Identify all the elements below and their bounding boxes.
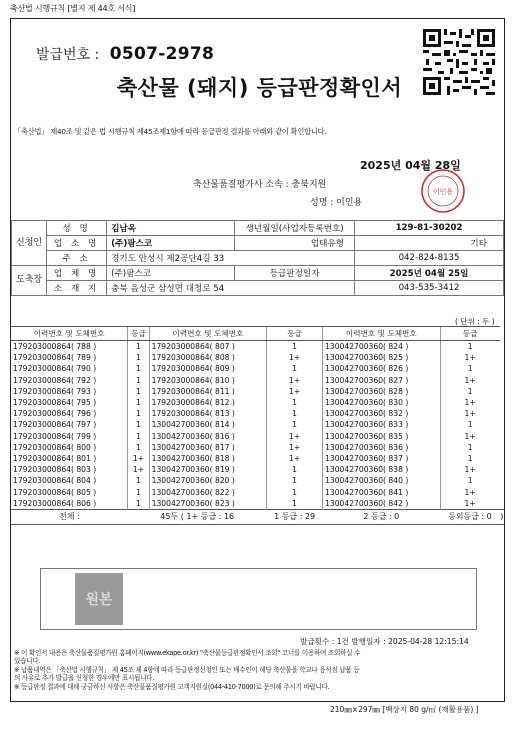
grade-cell: 1 — [267, 363, 323, 374]
official-seal-icon — [420, 168, 466, 214]
slaughterhouse-name-label: 업 체 명 — [47, 266, 107, 281]
issue-info: 발급횟수 : 1건 발행일자 : 2025-04-28 12:15:14 — [300, 637, 469, 646]
table-row — [11, 453, 504, 464]
grade-cell: 1+ — [128, 453, 149, 464]
table-row — [11, 475, 504, 486]
trace-number-cell: 179203000864( 807 ) — [149, 341, 266, 353]
grade-cell: 1 — [128, 419, 149, 430]
grade-cell: 1 — [440, 475, 500, 486]
legal-basis-text: 「축산법」 제40조 및 같은 법 시행규칙 제45조제1항에 따라 등급판정 결과를 아래와 같이 확인합니다. — [14, 127, 327, 136]
grade-cell: 1 — [128, 408, 149, 419]
table-row — [11, 363, 504, 374]
slaughterhouse-section-label: 도축장 — [12, 266, 47, 296]
original-stamp-icon — [75, 573, 123, 625]
column-header: 이력번호 및 도체번호 — [149, 327, 266, 341]
trace-number-cell: 130042700360( 819 ) — [149, 464, 266, 475]
applicant-info-table — [11, 220, 504, 296]
document-title: 축산물 (돼지) 등급판정확인서 — [116, 76, 403, 100]
trace-number-cell: 179203000864( 806 ) — [13, 498, 97, 508]
trace-number-cell: 179203000864( 809 ) — [149, 363, 266, 374]
trace-number-cell: 130042700360( 842 ) — [323, 498, 440, 510]
grade-cell: 1+ — [267, 386, 323, 397]
out-grade-count: 등외등급 : 0 — [440, 509, 500, 524]
grade-cell: 1+ — [440, 397, 500, 408]
grade-cell: 1 — [267, 464, 323, 475]
table-row — [11, 408, 504, 419]
slaughterhouse-address-label: 소 재 지 — [47, 281, 107, 296]
grade-cell: 1 — [128, 352, 149, 363]
trace-number-cell: 179203000864( 811 ) — [149, 386, 266, 397]
trace-number-cell: 130042700360( 814 ) — [149, 419, 266, 430]
grade-cell: 1 — [128, 375, 149, 386]
trace-number-cell: 130042700360( 840 ) — [323, 475, 440, 486]
trace-number-cell: 130042700360( 825 ) — [323, 352, 440, 363]
grade-cell: 1 — [440, 363, 500, 374]
trace-number-cell: 179203000864( 795 ) — [13, 398, 97, 408]
trace-number-cell: 179203000864( 800 ) — [13, 442, 97, 452]
paper-size-note: 210㎜×297㎜ [백상지 80 g/㎡ (재활용품) ] — [330, 705, 479, 714]
trace-number-cell: 130042700360( 816 ) — [149, 431, 266, 442]
grade-cell: 1+ — [267, 352, 323, 363]
column-header: 이력번호 및 도체번호 — [11, 327, 128, 341]
grade-cell: 1 — [128, 431, 149, 442]
trace-number-cell: 130042700360( 838 ) — [323, 464, 440, 475]
unit-label: ( 단위 : 두 ) — [455, 317, 495, 326]
trace-number-cell: 130042700360( 833 ) — [323, 419, 440, 430]
inspector-affiliation: 축산물품질평가사 소속 : 충북지원 — [193, 180, 327, 190]
table-row — [11, 442, 504, 453]
trace-number-cell: 179203000864( 799 ) — [13, 431, 97, 441]
grade-cell: 1+ — [440, 352, 500, 363]
table-row — [11, 464, 504, 475]
grading-date-value: 2025년 04월 25일 — [355, 266, 504, 281]
grade-cell: 1+ — [267, 431, 323, 442]
grade-cell: 1+ — [128, 464, 149, 475]
birth-label: 생년월일(사업자등록번호) — [235, 221, 355, 236]
grade-cell: 1 — [128, 498, 149, 510]
table-row — [11, 386, 504, 397]
biztype-value: 기타 — [355, 236, 504, 251]
trace-number-cell: 130042700360( 824 ) — [323, 341, 440, 353]
table-body — [11, 341, 504, 510]
birth-value: 129-81-30202 — [355, 221, 504, 236]
grade-cell: 1 — [267, 498, 323, 510]
grade-cell: 1+ — [267, 453, 323, 464]
grade-cell: 1+ — [440, 431, 500, 442]
table-row — [11, 498, 504, 510]
issue-number-block — [36, 44, 214, 64]
trace-number-cell: 179203000864( 804 ) — [13, 476, 97, 486]
table-row — [11, 419, 504, 430]
company-label: 업 소 명 — [47, 236, 107, 251]
trace-number-cell: 130042700360( 830 ) — [323, 397, 440, 408]
grade-cell: 1+ — [440, 408, 500, 419]
address-label: 주 소 — [47, 251, 107, 266]
slaughterhouse-phone: 043-535-3412 — [355, 281, 504, 296]
grade-cell: 1 — [128, 341, 149, 353]
trace-number-cell: 179203000864( 792 ) — [13, 375, 97, 385]
grade-cell: 1 — [267, 397, 323, 408]
table-row — [11, 341, 504, 353]
trace-number-cell: 130042700360( 817 ) — [149, 442, 266, 453]
address-value: 경기도 안성시 제2공단4길 33 — [107, 251, 355, 266]
column-header: 등급 — [440, 327, 500, 341]
grade-cell: 1 — [128, 442, 149, 453]
table-header-row — [11, 327, 504, 341]
grade-cell: 1+ — [267, 375, 323, 386]
grade-cell: 1 — [128, 397, 149, 408]
applicant-phone: 042-824-8135 — [355, 251, 504, 266]
trace-number-cell: 130042700360( 837 ) — [323, 453, 440, 464]
grade-cell: 1+ — [267, 442, 323, 453]
grade-cell: 1 — [267, 408, 323, 419]
table-row — [11, 431, 504, 442]
trace-number-cell: 179203000864( 796 ) — [13, 409, 97, 419]
grade2-count: 2 등급 : 0 — [323, 509, 440, 524]
table-row — [11, 397, 504, 408]
trace-number-cell: 179203000864( 808 ) — [149, 352, 266, 363]
note-line: ※ 납품내역은 「축산법 시행규칙」 제 45조 제 4항에 따라 등급판정신청인 또는 매수인이 해당 축산물을 학교나 음식점 납품 등 — [14, 666, 360, 674]
trace-number-cell: 179203000864( 797 ) — [13, 420, 97, 430]
grade-cell: 1 — [128, 386, 149, 397]
trace-number-cell: 179203000864( 810 ) — [149, 375, 266, 386]
grade-cell: 1+ — [440, 464, 500, 475]
trace-number-cell: 130042700360( 835 ) — [323, 431, 440, 442]
trace-number-cell: 179203000864( 813 ) — [149, 408, 266, 419]
trace-number-cell: 130042700360( 818 ) — [149, 453, 266, 464]
name-value: 김남옥 — [107, 221, 235, 236]
grade-cell: 1 — [440, 442, 500, 453]
column-header: 등급 — [128, 327, 149, 341]
trace-number-cell: 130042700360( 836 ) — [323, 442, 440, 453]
note-line: 의 사유로 추가 발급을 신청한 경우에만 표시됩니다. — [14, 674, 155, 682]
trace-number-cell: 179203000864( 805 ) — [13, 487, 97, 497]
grade-cell: 1 — [267, 341, 323, 353]
grade-cell: 1 — [440, 453, 500, 464]
trace-number-cell: 179203000864( 812 ) — [149, 397, 266, 408]
grade-cell: 1 — [267, 475, 323, 486]
carcass-grade-table — [11, 326, 504, 525]
grade-cell: 1 — [267, 486, 323, 497]
trace-number-cell: 130042700360( 822 ) — [149, 486, 266, 497]
column-header: 이력번호 및 도체번호 — [323, 327, 440, 341]
total-row — [11, 509, 504, 524]
table-row — [11, 352, 504, 363]
grade-cell: 1 — [440, 419, 500, 430]
trace-number-cell: 179203000864( 801 ) — [13, 453, 97, 463]
trace-number-cell: 130042700360( 832 ) — [323, 408, 440, 419]
certificate-date: 2025년 04월 28일 — [360, 159, 461, 172]
grade-cell: 1+ — [440, 486, 500, 497]
note-line: ※ 이 확인서 내용은 축산물품질평가원 홈페이지(www.ekape.or.kr) "축산물등급판정확인서 조회" 코너를 이용하여 조회하실 수 — [14, 649, 361, 657]
inspector-name: 성명 : 이인용 — [310, 198, 363, 208]
trace-number-cell: 130042700360( 820 ) — [149, 475, 266, 486]
trace-number-cell: 179203000864( 793 ) — [13, 386, 97, 396]
grade-cell: 1 — [128, 363, 149, 374]
slaughterhouse-address-value: 충북 음성군 삼성면 대청로 54 — [107, 281, 355, 296]
grade-cell: 1 — [267, 419, 323, 430]
grade-cell: 1 — [128, 475, 149, 486]
stamp-text: 원본 — [85, 592, 113, 608]
trace-number-cell: 179203000864( 789 ) — [13, 353, 97, 363]
trace-number-cell: 179203000864( 803 ) — [13, 465, 97, 475]
column-header: 등급 — [267, 327, 323, 341]
grade-cell: 1 — [440, 386, 500, 397]
note-line: 있습니다. — [14, 657, 41, 665]
grade-cell: 1 — [128, 486, 149, 497]
grade-cell: 1+ — [440, 375, 500, 386]
slaughterhouse-name-value: (주)팜스코 — [107, 266, 235, 281]
trace-number-cell: 130042700360( 827 ) — [323, 375, 440, 386]
applicant-section-label: 신청인 — [12, 221, 47, 266]
note-line: ※ 등급판정 결과에 대해 궁금하신 사항은 축산물품질평가원 고객지원실(044-410-7000)로 문의해 주시기 바랍니다. — [14, 683, 330, 691]
trace-number-cell: 130042700360( 823 ) — [149, 498, 266, 510]
grade-cell: 1 — [440, 341, 500, 353]
trace-number-cell: 130042700360( 826 ) — [323, 363, 440, 374]
issue-number: 0507-2978 — [109, 44, 215, 64]
grading-date-label: 등급판정일자 — [235, 266, 355, 281]
trace-number-cell: 179203000864( 788 ) — [13, 342, 97, 352]
total-close-paren: ) — [500, 509, 504, 524]
biztype-label: 업태유형 — [235, 236, 355, 251]
company-value: (주)팜스코 — [107, 236, 235, 251]
grade1-count: 1 등급 : 29 — [267, 509, 323, 524]
form-caption: 축산법 시행규칙 [별지 제 44호 서식] — [10, 4, 136, 13]
trace-number-cell: 179203000864( 790 ) — [13, 364, 97, 374]
issue-number-label: 발급번호 : — [36, 47, 100, 63]
grade-cell: 1+ — [440, 498, 500, 510]
name-label: 성 명 — [47, 221, 107, 236]
total-label: 전체 : — [11, 509, 128, 524]
total-count: 45두 ( 1+ 등급 : 16 — [128, 509, 267, 524]
trace-number-cell: 130042700360( 841 ) — [323, 486, 440, 497]
trace-number-cell: 130042700360( 828 ) — [323, 386, 440, 397]
table-row — [11, 486, 504, 497]
seal-text: 이인용 — [432, 188, 454, 196]
table-row — [11, 375, 504, 386]
